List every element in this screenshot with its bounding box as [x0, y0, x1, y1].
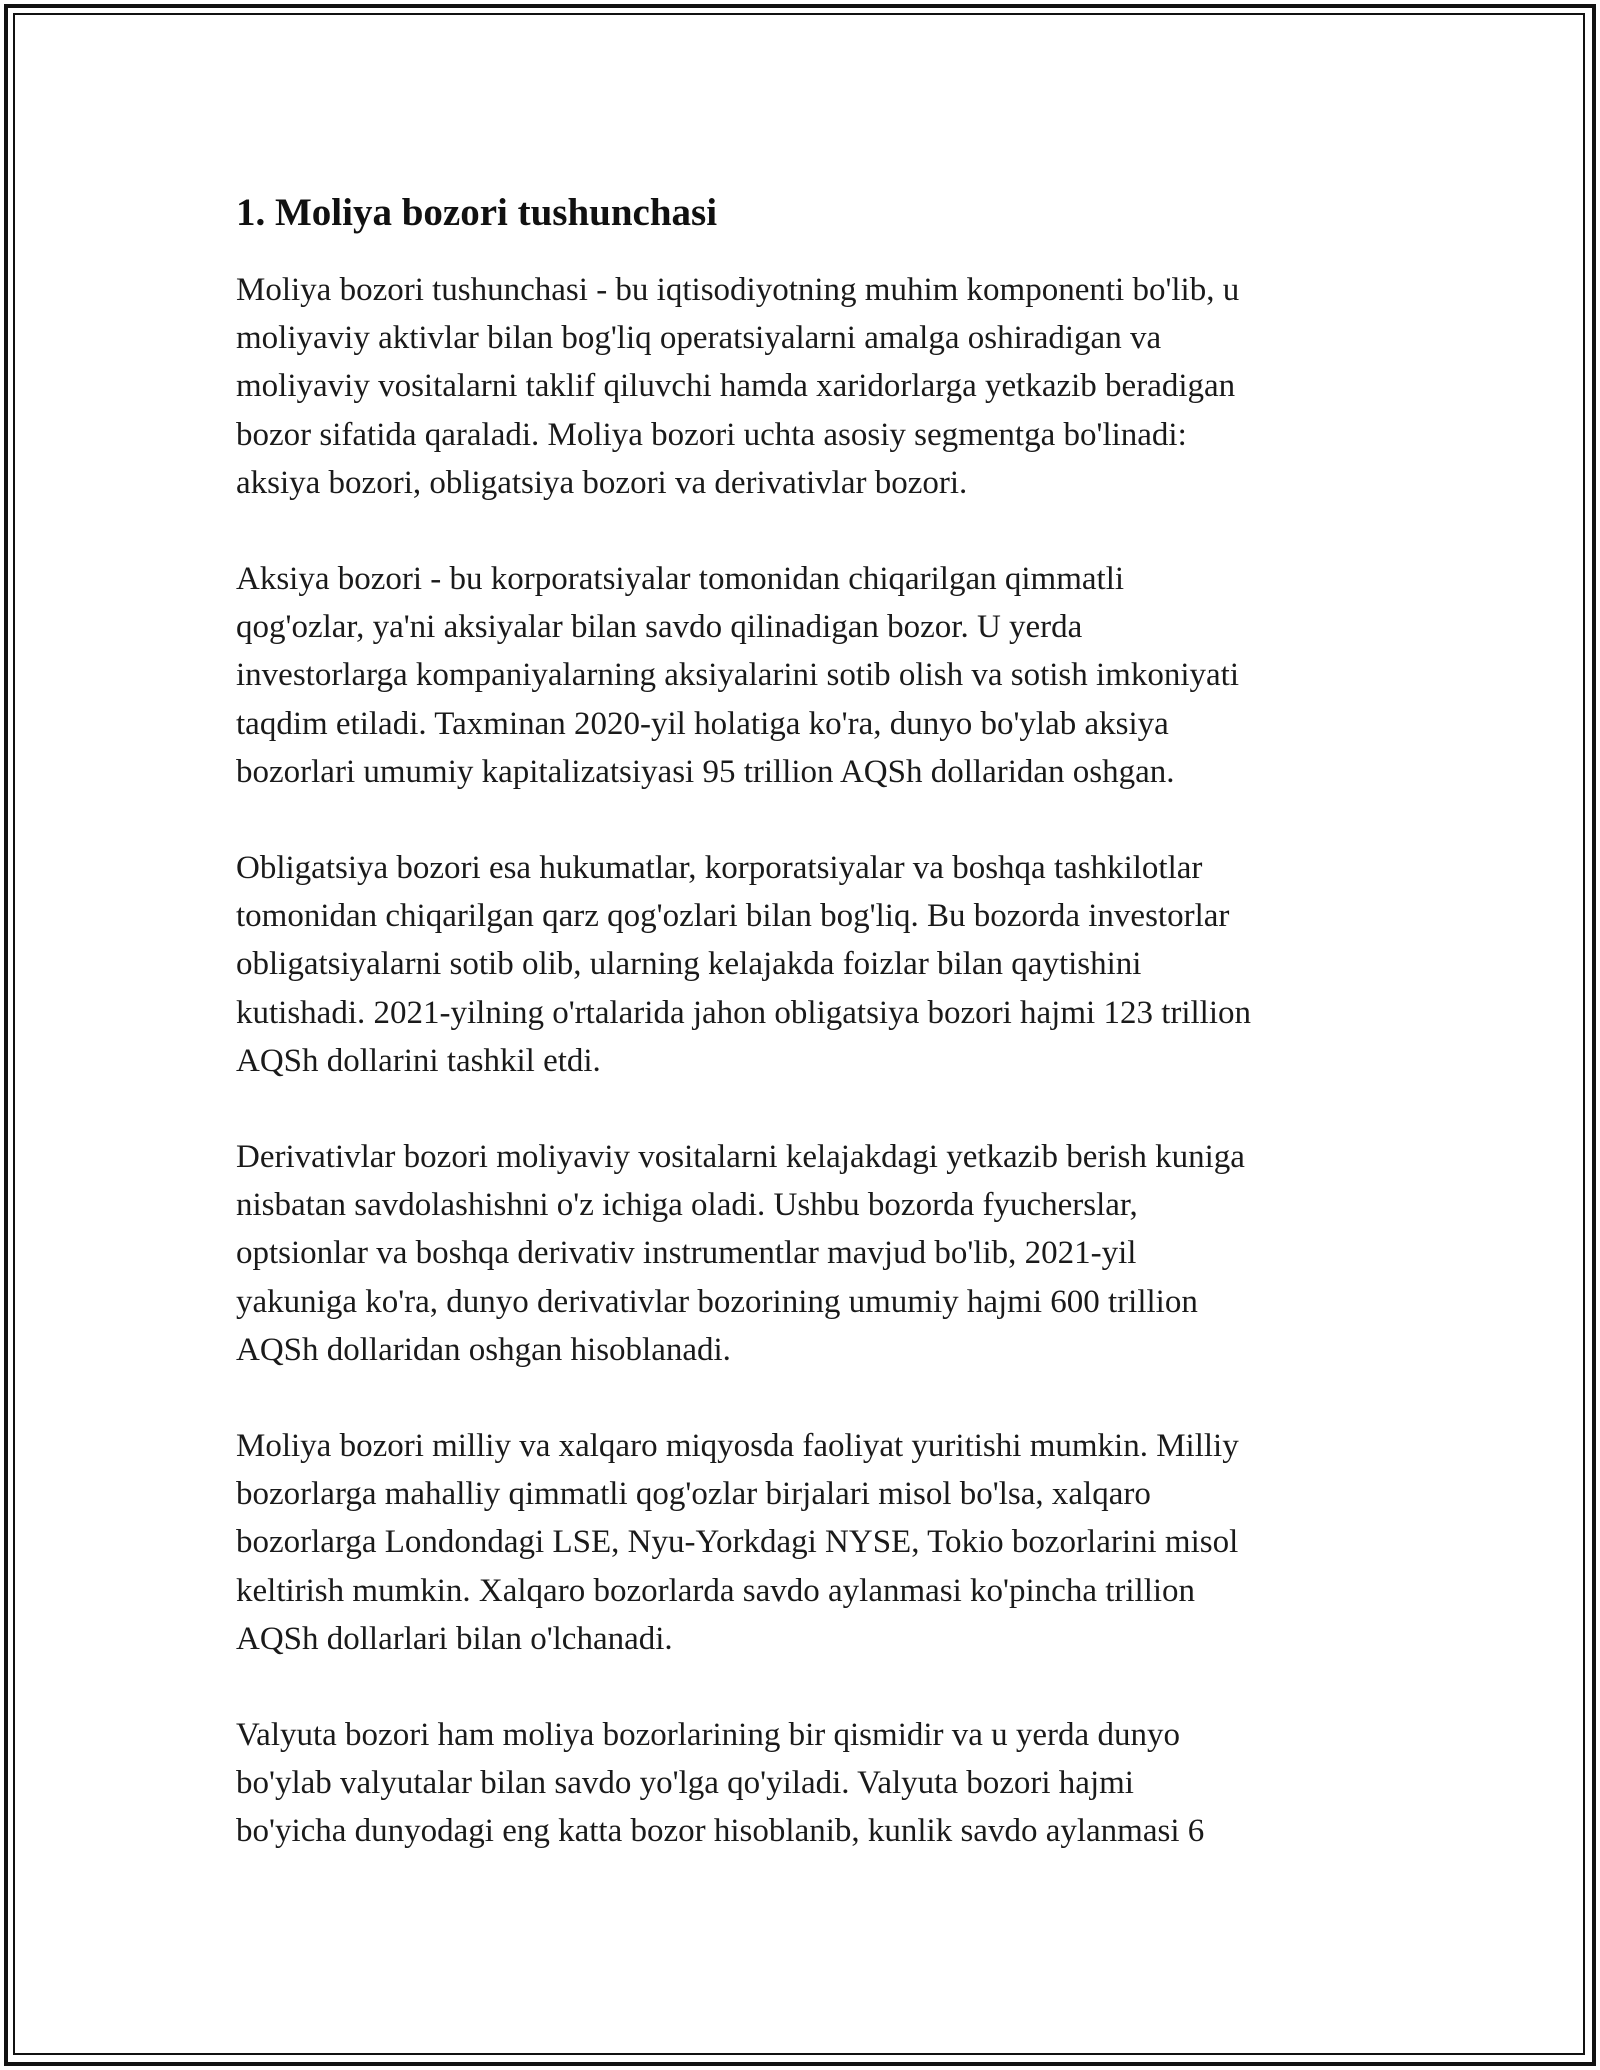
text-line: nisbatan savdolashishni o'z ichiga oladi. Ushbu bozorda fyucherslar,: [236, 1187, 1138, 1224]
paragraph-list: [236, 266, 1366, 1856]
paragraph: [236, 1133, 1366, 1374]
text-line: AQSh dollarlari bilan o'lchanadi.: [236, 1620, 673, 1657]
text-line: AQSh dollaridan oshgan hisoblanadi.: [236, 1331, 731, 1368]
text-line: qog'ozlar, ya'ni aksiyalar bilan savdo qilinadigan bozor. U yerda: [236, 609, 1083, 646]
text-line: Aksiya bozori - bu korporatsiyalar tomonidan chiqarilgan qimmatli: [236, 561, 1125, 598]
text-line: bozorlarga mahalliy qimmatli qog'ozlar birjalari misol bo'lsa, xalqaro: [236, 1476, 1151, 1513]
text-line: optsionlar va boshqa derivativ instrumentlar mavjud bo'lib, 2021-yil: [236, 1235, 1137, 1272]
text-line: tomonidan chiqarilgan qarz qog'ozlari bilan bog'liq. Bu bozorda investorlar: [236, 898, 1230, 935]
text-line: kutishadi. 2021-yilning o'rtalarida jahon obligatsiya bozori hajmi 123 trillion: [236, 994, 1252, 1031]
text-line: obligatsiyalarni sotib olib, ularning kelajakda foizlar bilan qaytishini: [236, 946, 1142, 983]
text-line: moliyaviy vositalarni taklif qiluvchi hamda xaridorlarga yetkazib beradigan: [236, 368, 1236, 405]
text-line: Moliya bozori tushunchasi - bu iqtisodiyotning muhim komponenti bo'lib, u: [236, 272, 1240, 308]
text-line: moliyaviy aktivlar bilan bog'liq operatsiyalarni amalga oshiradigan va: [236, 320, 1162, 357]
text-line: taqdim etiladi. Taxminan 2020-yil holatiga ko'ra, dunyo bo'ylab aksiya: [236, 705, 1169, 742]
text-line: Moliya bozori milliy va xalqaro miqyosda faoliyat yuritishi mumkin. Milliy: [236, 1428, 1239, 1465]
paragraph: [236, 1422, 1366, 1663]
text-line: bozorlari umumiy kapitalizatsiyasi 95 trillion AQSh dollaridan oshgan.: [236, 753, 1175, 790]
paragraph: [236, 1711, 1366, 1856]
text-line: Obligatsiya bozori esa hukumatlar, korporatsiyalar va boshqa tashkilotlar: [236, 850, 1203, 887]
paragraph: [236, 555, 1366, 796]
paragraph: [236, 266, 1366, 507]
text-line: bozor sifatida qaraladi. Moliya bozori uchta asosiy segmentga bo'linadi:: [236, 416, 1187, 453]
text-line: keltirish mumkin. Xalqaro bozorlarda savdo aylanmasi ko'pincha trillion: [236, 1572, 1196, 1609]
text-line: bo'yicha dunyodagi eng katta bozor hisoblanib, kunlik savdo aylanmasi 6: [236, 1813, 1205, 1850]
document-body: [236, 186, 1366, 1904]
text-line: Valyuta bozori ham moliya bozorlarining bir qismidir va u yerda dunyo: [236, 1717, 1180, 1754]
text-line: bo'ylab valyutalar bilan savdo yo'lga qo'yiladi. Valyuta bozori hajmi: [236, 1765, 1134, 1802]
text-line: Derivativlar bozori moliyaviy vositalarni kelajakdagi yetkazib berish kuniga: [236, 1139, 1245, 1176]
paragraph: [236, 844, 1366, 1085]
text-line: investorlarga kompaniyalarning aksiyalarini sotib olish va sotish imkoniyati: [236, 657, 1239, 694]
text-line: bozorlarga Londondagi LSE, Nyu-Yorkdagi NYSE, Tokio bozorlarini misol: [236, 1524, 1239, 1561]
text-line: yakuniga ko'ra, dunyo derivativlar bozorining umumiy hajmi 600 trillion: [236, 1283, 1198, 1320]
section-heading: 1. Moliya bozori tushunchasi: [236, 191, 718, 234]
text-line: AQSh dollarini tashkil etdi.: [236, 1042, 601, 1079]
text-line: aksiya bozori, obligatsiya bozori va derivativlar bozori.: [236, 464, 968, 501]
